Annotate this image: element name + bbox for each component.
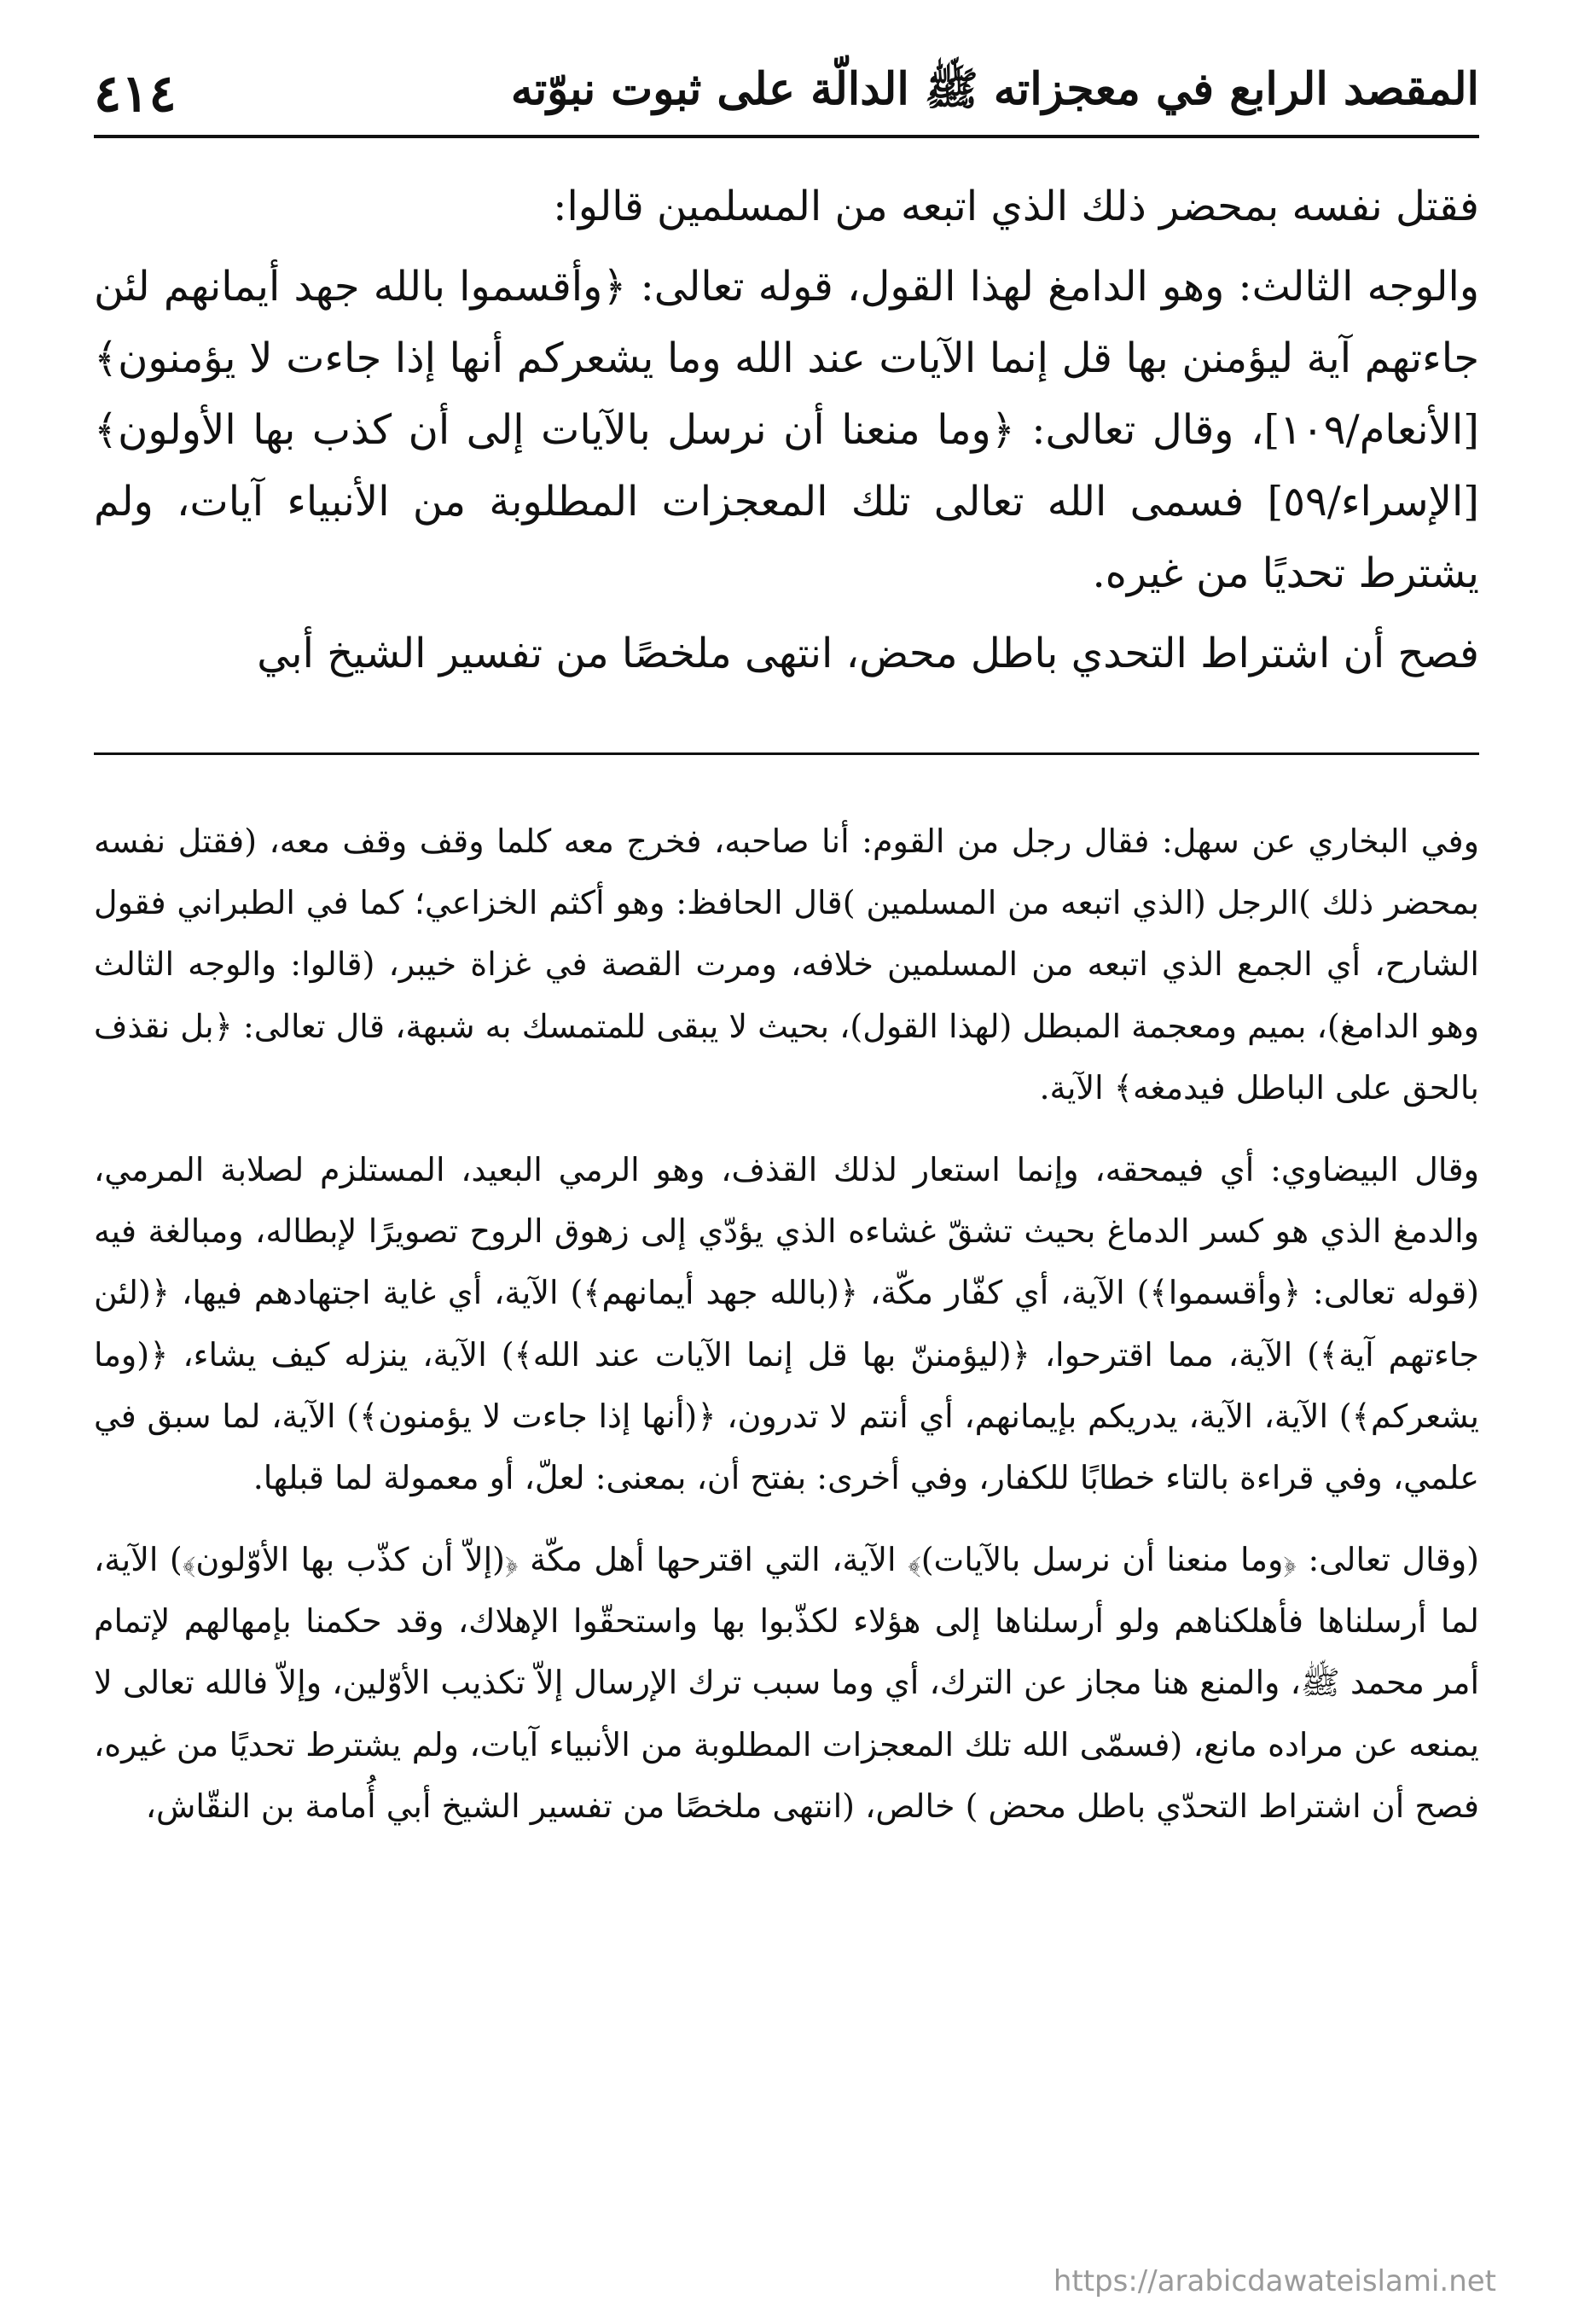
main-paragraph: والوجه الثالث: وهو الدامغ لهذا القول، قوله تعالى: ﴿وأقسموا بالله جهد أيمانهم لئن جاءتهم آية ليؤمنن بها قل إنما الآيات عند الله وما يشعركم أنها إذا جاءت لا يؤمنون﴾ [الأنعام/١٠٩]، وقال تعالى: ﴿وما منعنا أن نرسل بالآيات إلى أن كذب بها الأولون﴾ [الإسراء/٥٩] فسمى الله تعالى تلك المعجزات المطلوبة من الأنبياء آيات، ولم يشترط تحديًا من غيره.	[94, 263, 1480, 597]
footnotes	[94, 810, 1479, 1857]
footnote-paragraph: وقال البيضاوي: أي فيمحقه، وإنما استعار لذلك القذف، وهو الرمي البعيد، المستلزم لصلابة المرمي، والدمغ الذي هو كسر الدماغ بحيث تشقّ غشاءه الذي يؤدّي إلى زهوق الروح تصويرًا لإبطاله، ومبالغة فيه (قوله تعالى: ﴿وأقسموا﴾) الآية، أي كفّار مكّة، ﴿(بالله جهد أيمانهم﴾) الآية، أي غاية اجتهادهم فيها، ﴿(لئن جاءتهم آية﴾) الآية، مما اقترحوا، ﴿(ليؤمننّ بها قل إنما الآيات عند الله﴾) الآية، ينزله كيف يشاء، ﴿(وما يشعركم﴾) الآية، الآية، يدريكم بإيمانهم، أي أنتم لا تدرون، ﴿(أنها إذا جاءت لا يؤمنون﴾) الآية، لما سبق في علمي، وفي قراءة بالتاء خطابًا للكفار، وفي أخرى: بفتح أن، بمعنى: لعلّ، أو معمولة لما قبلها.	[94, 1150, 1479, 1496]
page-header	[94, 53, 1479, 138]
page-number: ٤١٤	[94, 64, 177, 124]
watermark-url: https://arabicdawateislami.net	[1053, 2264, 1496, 2298]
main-text	[94, 171, 1479, 698]
footnote-paragraph: (وقال تعالى: ﴿وما منعنا أن نرسل بالآيات)﴾ الآية، التي اقترحها أهل مكّة ﴿(إلاّ أن كذّب بها الأوّلون﴾) الآية، لما أرسلناها فأهلكناهم ولو أرسلناها إلى هؤلاء لكذّبوا بها واستحقّوا الإهلاك، وقد حكمنا بإمهالهم لإتمام أمر محمد ﷺ، والمنع هنا مجاز عن الترك، أي وما سبب ترك الإرسال إلاّ تكذيب الأوّلين، وإلاّ فالله تعالى لا يمنعه عن مراده مانع، (فسمّى الله تلك المعجزات المطلوبة من الأنبياء آيات، ولم يشترط تحديًا من غيره، فصح أن اشتراط التحدّي باطل محض ) خالص، (انتهى ملخصًا من تفسير الشيخ أبي أُمامة بن النقّاش،	[94, 1541, 1479, 1825]
main-paragraph: فصح أن اشتراط التحدي باطل محض، انتهى ملخصًا من تفسير الشيخ أبي	[257, 630, 1479, 677]
footnote-paragraph: وفي البخاري عن سهل: فقال رجل من القوم: أنا صاحبه، فخرج معه كلما وقف وقف معه، (فقتل نفسه بمحضر ذلك )الرجل (الذي اتبعه من المسلمين )قال الحافظ: وهو أكثم الخزاعي؛ كما في الطبراني فقول الشارح، أي الجمع الذي اتبعه من المسلمين خلافه، ومرت القصة في غزاة خيبر، (قالوا: والوجه الثالث وهو الدامغ)، بميم ومعجمة المبطل (لهذا القول)، بحيث لا يبقى للمتمسك به شبهة، قال تعالى: ﴿بل نقذف بالحق على الباطل فيدمغه﴾ الآية.	[94, 822, 1479, 1107]
main-paragraph: فقتل نفسه بمحضر ذلك الذي اتبعه من المسلمين قالوا:	[553, 183, 1479, 230]
running-title: المقصد الرابع في معجزاته ﷺ الدالّة على ثبوت نبوّته	[510, 62, 1479, 115]
footnote-separator	[94, 752, 1479, 755]
